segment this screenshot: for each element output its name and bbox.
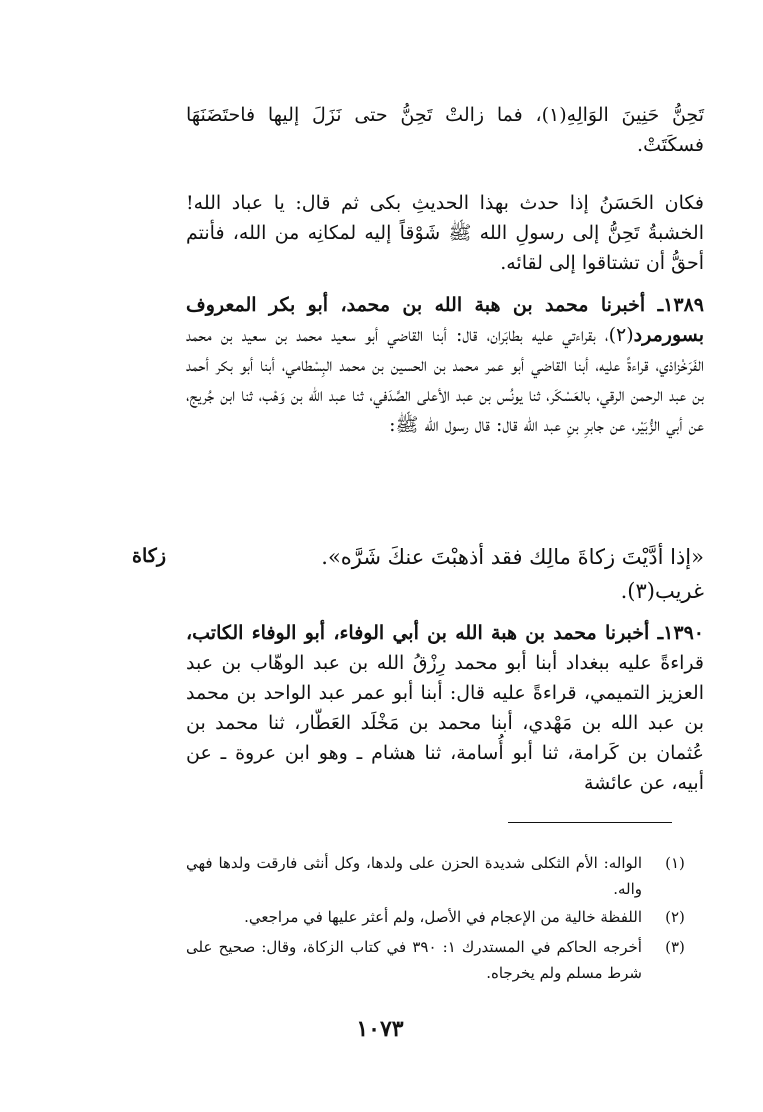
paragraph-text	[186, 618, 704, 798]
paragraph-hadith-continuation	[186, 100, 704, 160]
footnote-text: الواله: الأم الثكلى شديدة الحزن على ولدها، وكل أنثى فارقت ولدها فهي واله.	[186, 854, 642, 898]
paragraph-hasan-comment	[186, 188, 704, 278]
isnad-text: قراءةً عليه ببغداد أبنا أبو محمد رِزْقُ الله بن عبد الوهّاب بن عبد العزيز التميمي، قراءةً عليه قال: أبنا أبو عمر عبد الواحد بن محمد بن عبد الله بن مَهْدي، أبنا محمد بن مَخْلَد العَطّار، ثنا محمد بن عُثمان بن كَرامة، ثنا أبو أُسامة، ثنا هشام ـ وهو ابن عروة ـ عن أبيه، عن عائشة	[186, 652, 704, 794]
paragraph-isnad-1390	[186, 618, 704, 798]
paragraph-isnad-1389	[186, 290, 704, 440]
footnote-text: اللفظة خالية من الإعجام في الأصل، ولم أعثر عليها في مراجعي.	[244, 908, 642, 926]
footnote	[186, 934, 685, 986]
paragraph-text	[186, 290, 704, 440]
footnote	[186, 850, 685, 902]
paragraph-text: تَحِنُّ حَنِينَ الوَالِهِ(١)، فما زالتْ تَحِنُّ حتى نَزَلَ إليها فاحتَضَنَهَا فسكَتَتْ.	[186, 104, 704, 156]
margin-note: زكاة	[132, 545, 166, 567]
footnote-number: (٢)	[665, 908, 685, 926]
footnote-number: (٣)	[665, 938, 685, 956]
hadith-quote: «إذا أدَّيْتَ زكاةَ مالِك فقد أذهبْتَ عنكَ شَرَّه».	[321, 545, 704, 569]
isnad-heading: ١٣٨٩ـ أخبرنا محمد بن هبة الله بن محمد، أبو بكر المعروف بسورمرد	[186, 294, 704, 346]
isnad-heading: ١٣٩٠ـ أخبرنا محمد بن هبة الله بن أبي الوفاء، أبو الوفاء الكاتب،	[186, 622, 704, 644]
footnote	[186, 904, 685, 930]
isnad-text: (٢)، بقراءتي عليه بطابَران، قال: أبنا القاضي أبو سعيد محمد بن سعيد بن محمد الفَرَخْزاذي، قراءةً عليه، أبنا القاضي أبو عمر محمد بن الحسين بن محمد البِسْطامي، أبنا أبو بكر أحمد بن عبد الرحمن الرقي، بالعَسْكَر، ثنا يونُس بن عبد الأعلى الصَّدَفي، ثنا عبد الله بن وَهْب، ثنا ابن جُريج، عن أبي الزُّبَيْر، عن جابرِ بنِ عبد الله قال: قال رسول الله ﷺ:	[186, 324, 704, 436]
footnote-number: (١)	[665, 854, 685, 872]
footnote-text: أخرجه الحاكم في المستدرك ١: ٣٩٠ في كتاب الزكاة، وقال: صحيح على شرط مسلم ولم يخرجاه.	[186, 938, 642, 982]
hadith-grade: غريب(٣).	[620, 579, 704, 603]
paragraph-hadith-text	[186, 540, 704, 608]
page-number: ١٠٧٣	[356, 1016, 404, 1042]
paragraph-text: فكان الحَسَنُ إذا حدث بهذا الحديثِ بكى ثم قال: يا عباد الله! الخشبةُ تَحِنُّ إلى رسولِ الله ﷺ شَوْقاً إليه لمكانِه من الله، فأنتم أحقُّ أن تشتاقوا إلى لقائه.	[186, 192, 704, 274]
footnote-divider	[508, 822, 672, 823]
